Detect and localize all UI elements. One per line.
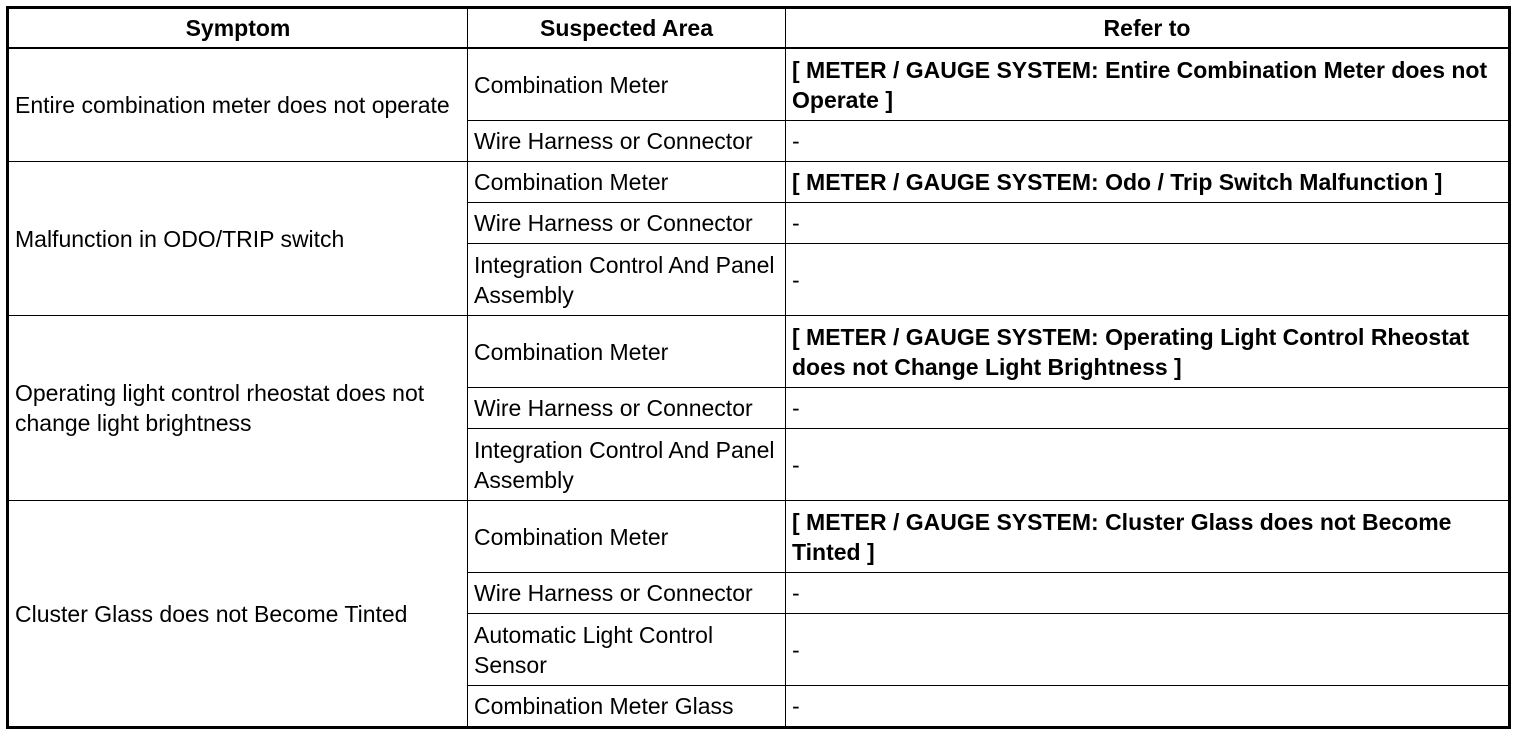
troubleshooting-table [6, 6, 1511, 729]
table-row [8, 501, 1510, 573]
refer-cell: - [786, 573, 1510, 614]
suspected-area-cell: Wire Harness or Connector [468, 388, 786, 429]
refer-cell: - [786, 614, 1510, 686]
suspected-area-cell: Automatic Light Control Sensor [468, 614, 786, 686]
refer-cell: - [786, 388, 1510, 429]
suspected-area-cell: Combination Meter [468, 316, 786, 388]
refer-cell: - [786, 244, 1510, 316]
table-header-row [8, 8, 1510, 49]
symptom-cell: Malfunction in ODO/TRIP switch [8, 162, 468, 316]
suspected-area-cell: Combination Meter [468, 48, 786, 121]
suspected-area-cell: Wire Harness or Connector [468, 203, 786, 244]
suspected-area-cell: Combination Meter [468, 162, 786, 203]
table-row [8, 316, 1510, 388]
header-refer-to: Refer to [786, 8, 1510, 49]
refer-link[interactable]: [ METER / GAUGE SYSTEM: Odo / Trip Switch Malfunction ] [786, 162, 1510, 203]
symptom-cell: Entire combination meter does not operate [8, 48, 468, 162]
suspected-area-cell: Integration Control And Panel Assembly [468, 429, 786, 501]
suspected-area-cell: Integration Control And Panel Assembly [468, 244, 786, 316]
header-symptom: Symptom [8, 8, 468, 49]
suspected-area-cell: Combination Meter Glass [468, 686, 786, 728]
table-row [8, 162, 1510, 203]
table-row [8, 48, 1510, 121]
troubleshooting-table-wrapper [6, 6, 1511, 729]
refer-link[interactable]: [ METER / GAUGE SYSTEM: Entire Combination Meter does not Operate ] [786, 48, 1510, 121]
symptom-cell: Operating light control rheostat does not change light brightness [8, 316, 468, 501]
suspected-area-cell: Combination Meter [468, 501, 786, 573]
refer-cell: - [786, 203, 1510, 244]
symptom-cell: Cluster Glass does not Become Tinted [8, 501, 468, 728]
refer-cell: - [786, 121, 1510, 162]
refer-cell: - [786, 686, 1510, 728]
refer-link[interactable]: [ METER / GAUGE SYSTEM: Cluster Glass does not Become Tinted ] [786, 501, 1510, 573]
suspected-area-cell: Wire Harness or Connector [468, 573, 786, 614]
header-suspected-area: Suspected Area [468, 8, 786, 49]
refer-link[interactable]: [ METER / GAUGE SYSTEM: Operating Light Control Rheostat does not Change Light Brightness ] [786, 316, 1510, 388]
refer-cell: - [786, 429, 1510, 501]
suspected-area-cell: Wire Harness or Connector [468, 121, 786, 162]
